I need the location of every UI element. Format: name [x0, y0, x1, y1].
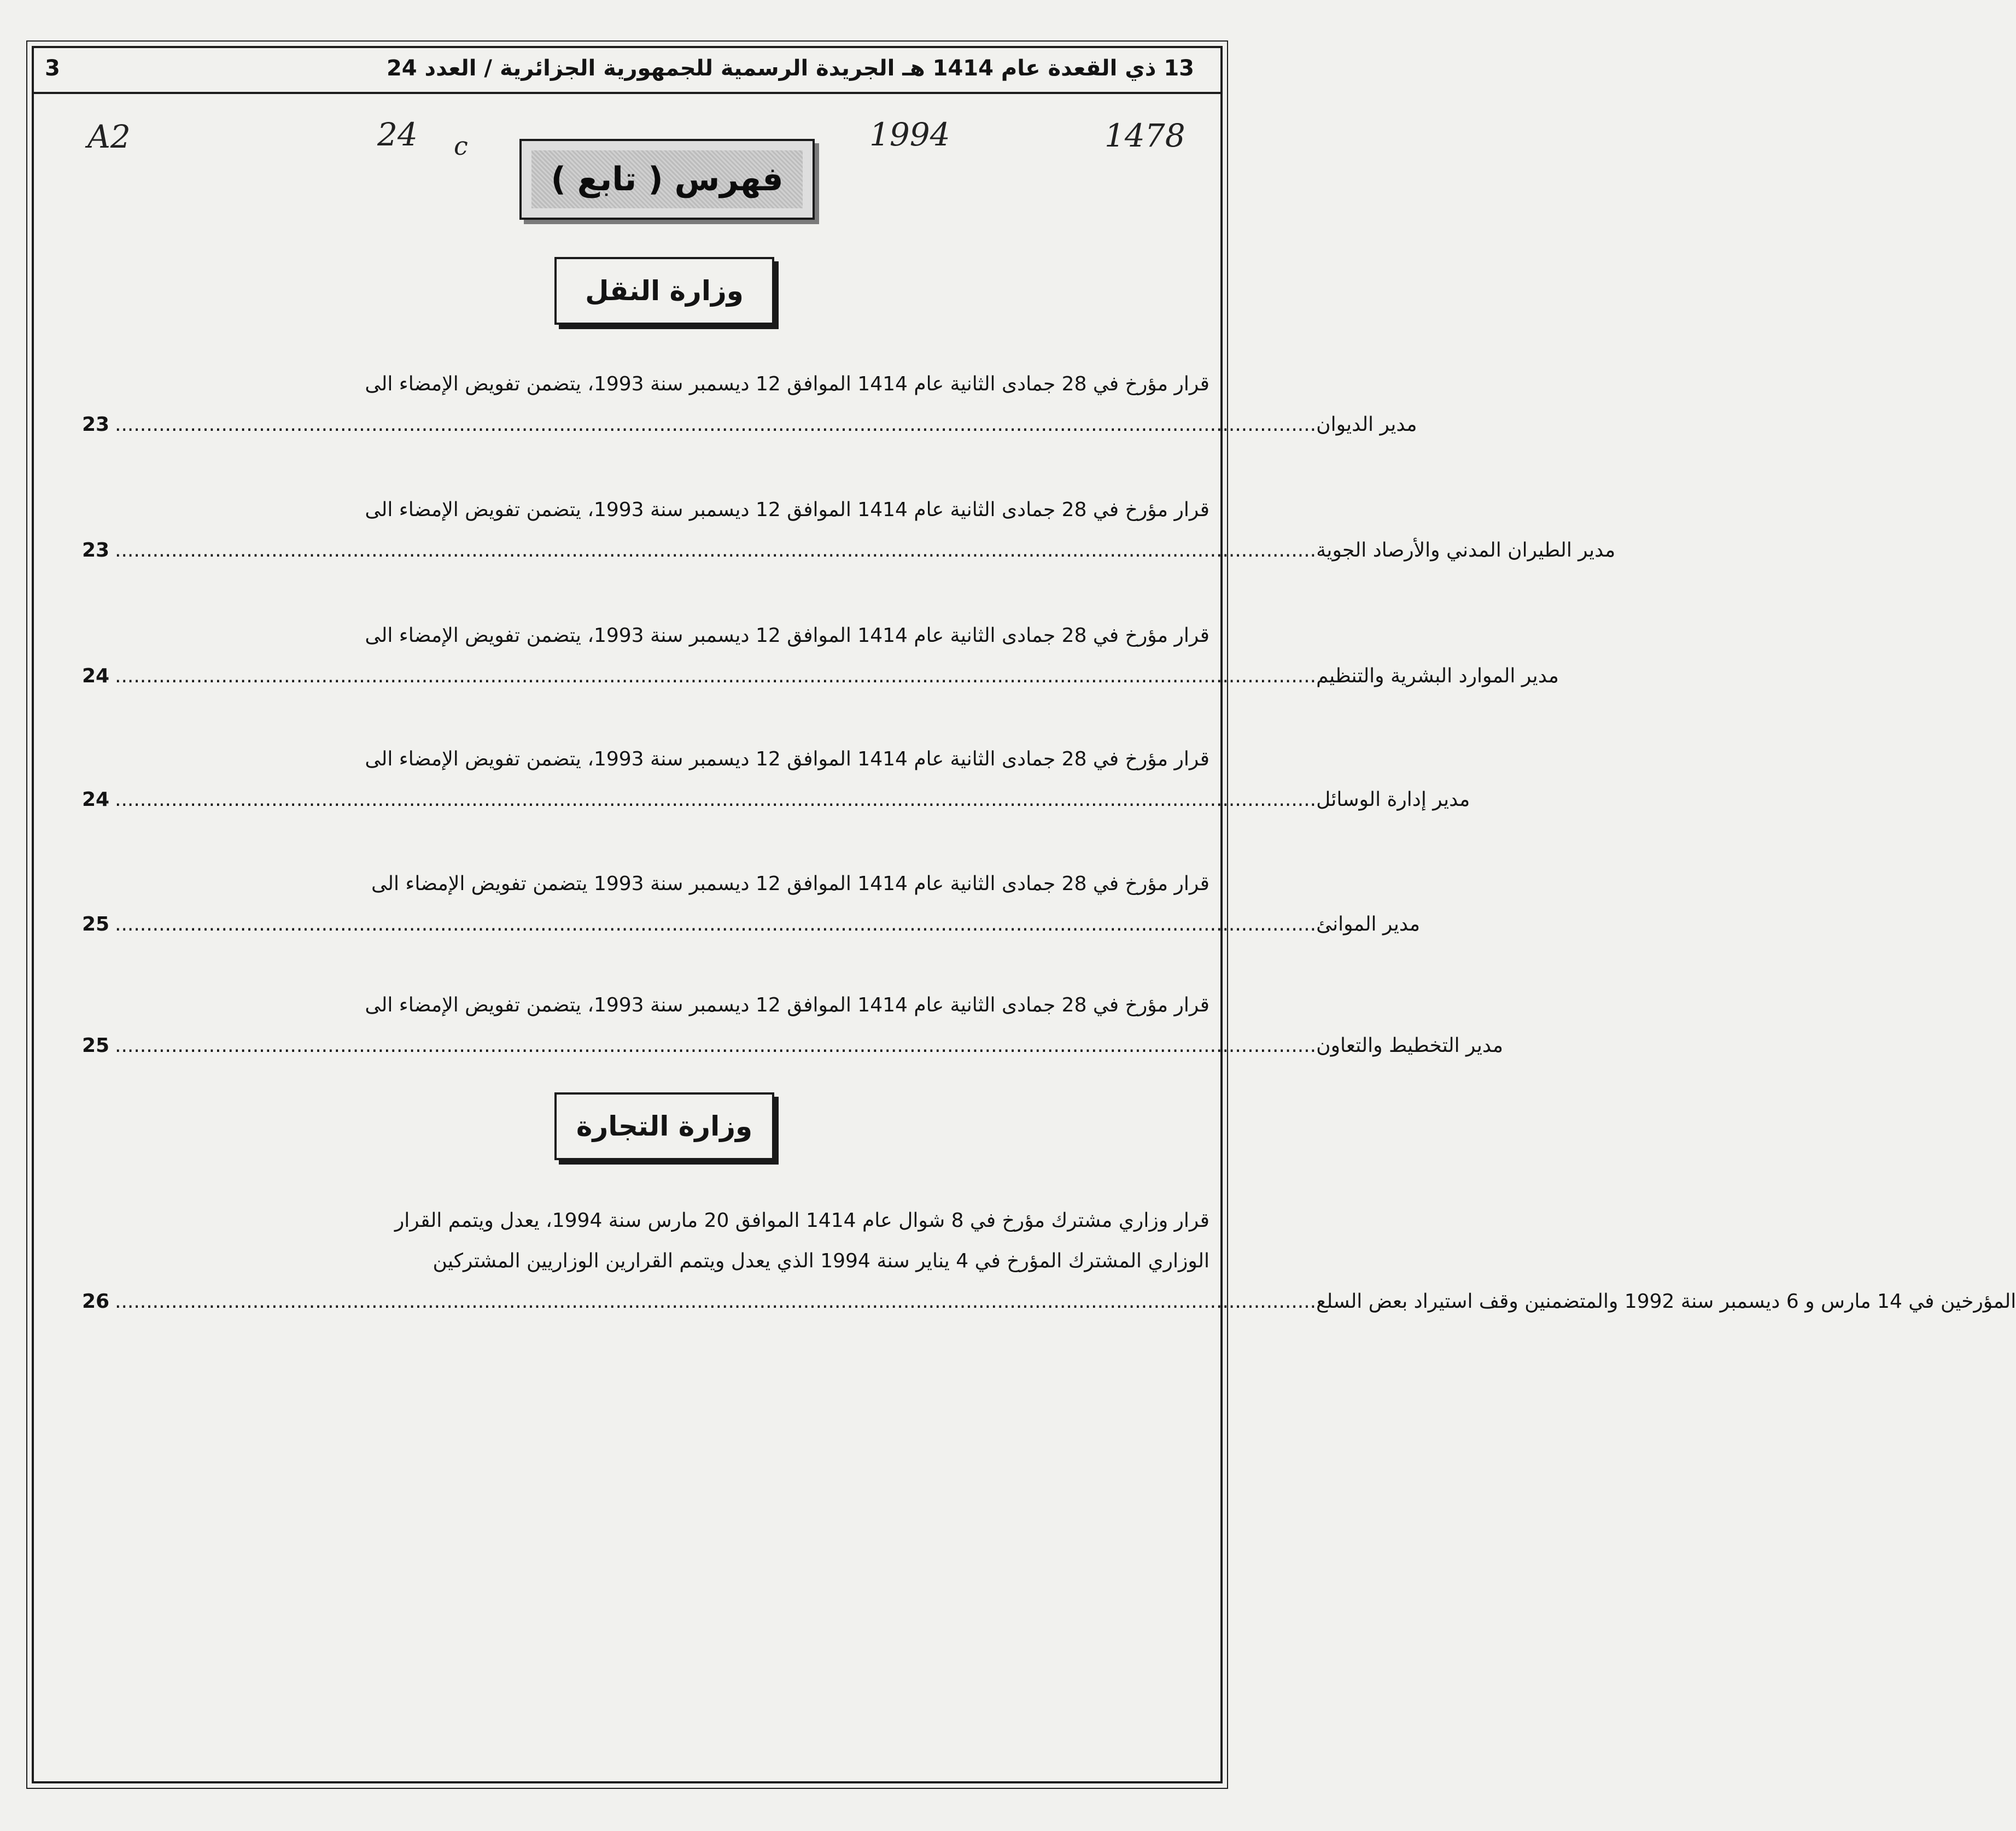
toc-entry-page: 25 — [82, 913, 110, 935]
handwritten-mark: A2 — [87, 118, 131, 155]
section-heading-commerce: وزارة التجارة — [554, 1092, 774, 1160]
toc-entry-page: 24 — [82, 788, 110, 811]
toc-entry-line: قرار مؤرخ في 28 جمادى الثانية عام 1414 الموافق 12 ديسمبر سنة 1993، يتضمن تفويض الإمضاء الى — [365, 994, 1209, 1016]
toc-entry[interactable] — [82, 364, 1417, 445]
toc-entry-line: مدير الموارد البشرية والتنظيم — [1316, 665, 1559, 687]
toc-entry-line: قرار مؤرخ في 28 جمادى الثانية عام 1414 الموافق 12 ديسمبر سنة 1993 يتضمن تفويض الإمضاء الى — [371, 873, 1209, 895]
dot-leader: ................................................................................................................................................................................................ — [115, 913, 1317, 935]
toc-entry-line: مدير إدارة الوسائل — [1316, 788, 1470, 811]
index-title-box — [519, 139, 815, 220]
toc-entry-page: 26 — [82, 1290, 110, 1313]
dot-leader: ................................................................................................................................................................................................ — [115, 539, 1317, 561]
dot-leader: ................................................................................................................................................................................................ — [115, 1290, 1317, 1313]
handwritten-mark: 1478 — [1105, 117, 1185, 154]
toc-entry-line: مدير الطيران المدني والأرصاد الجوية — [1316, 539, 1616, 561]
toc-entry[interactable] — [82, 616, 1559, 697]
toc-entry-line: مدير التخطيط والتعاون — [1316, 1034, 1504, 1057]
toc-entry[interactable] — [82, 1201, 2016, 1322]
dot-leader: ................................................................................................................................................................................................ — [115, 788, 1317, 811]
toc-entry[interactable] — [82, 739, 1470, 820]
index-title: فهرس ( تابع ) — [531, 150, 803, 208]
toc-entry-line: مدير الموانئ — [1316, 913, 1421, 935]
handwritten-mark: 24 — [377, 116, 418, 153]
header-page-number: 3 — [45, 56, 60, 81]
toc-entry-line: قرار مؤرخ في 28 جمادى الثانية عام 1414 الموافق 12 ديسمبر سنة 1993، يتضمن تفويض الإمضاء الى — [365, 748, 1209, 770]
toc-entry-page: 23 — [82, 539, 110, 561]
handwritten-mark: 1994 — [869, 116, 950, 153]
toc-entry-line: الوزاري المشترك المؤرخ في 4 يناير سنة 1994 الذي يعدل ويتمم القرارين الوزاريين المشتركين — [433, 1250, 1209, 1272]
toc-entry-line: قرار مؤرخ في 28 جمادى الثانية عام 1414 الموافق 12 ديسمبر سنة 1993، يتضمن تفويض الإمضاء الى — [365, 373, 1209, 395]
toc-entry-page: 24 — [82, 665, 110, 687]
toc-entry-line: قرار مؤرخ في 28 جمادى الثانية عام 1414 الموافق 12 ديسمبر سنة 1993، يتضمن تفويض الإمضاء الى — [365, 499, 1209, 521]
header-title: 13 ذي القعدة عام 1414 هـ الجريدة الرسمية للجمهورية الجزائرية / العدد 24 — [386, 56, 1194, 81]
toc-entry-line: المؤرخين في 14 مارس و 6 ديسمبر سنة 1992 والمتضمنين وقف استيراد بعض السلع — [1316, 1290, 2016, 1313]
dot-leader: ................................................................................................................................................................................................ — [115, 413, 1317, 436]
dot-leader: ................................................................................................................................................................................................ — [115, 665, 1317, 687]
toc-entry-page: 25 — [82, 1034, 110, 1057]
toc-entry-page: 23 — [82, 413, 110, 436]
handwritten-mark: c — [454, 131, 468, 161]
toc-entry[interactable] — [82, 490, 1616, 571]
toc-entry[interactable] — [82, 985, 1504, 1066]
section-heading-transport: وزارة النقل — [554, 257, 774, 325]
toc-entry-line: مدير الديوان — [1316, 413, 1417, 436]
running-header — [32, 46, 1223, 94]
dot-leader: ................................................................................................................................................................................................ — [115, 1034, 1317, 1057]
toc-entry-line: قرار مؤرخ في 28 جمادى الثانية عام 1414 الموافق 12 ديسمبر سنة 1993، يتضمن تفويض الإمضاء الى — [365, 624, 1209, 647]
toc-entry-line: قرار وزاري مشترك مؤرخ في 8 شوال عام 1414 الموافق 20 مارس سنة 1994، يعدل ويتمم القرار — [394, 1209, 1209, 1232]
toc-entry[interactable] — [82, 864, 1421, 945]
